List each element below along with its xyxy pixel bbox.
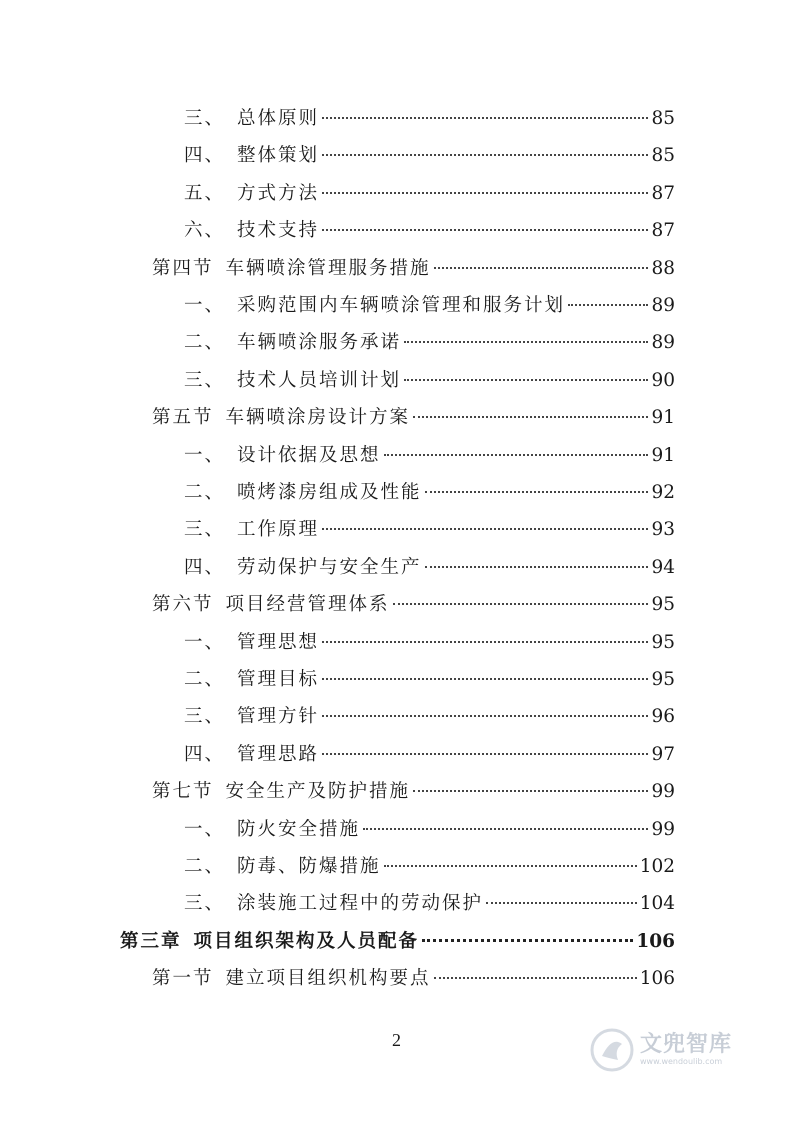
toc-entry[interactable] [184,511,675,548]
toc-entry-page: 89 [651,295,675,316]
toc-entry-title: 总体原则 [237,108,320,129]
toc-entry-page: 102 [639,856,675,877]
toc-entry[interactable] [184,624,675,661]
toc-entry[interactable] [184,698,675,735]
toc-entry-page: 94 [651,556,675,578]
toc-entry[interactable] [184,437,675,474]
toc-entry-number: 二、 [184,332,226,354]
toc-entry-title: 防火安全措施 [237,818,361,840]
toc-entry[interactable] [152,399,675,436]
toc-entry-title: 劳动保护与安全生产 [237,556,422,578]
toc-entry-page: 95 [651,631,675,653]
toc-entry-page: 90 [651,369,675,391]
toc-entry-number: 第六节 [152,594,214,616]
toc-entry[interactable] [184,100,675,137]
toc-entry-page: 97 [651,743,675,765]
toc-dot-leader [413,416,648,418]
toc-entry-title: 设计依据及思想 [237,444,381,466]
toc-entry-page: 87 [651,182,675,204]
toc-dot-leader [413,790,648,792]
toc-dot-leader [322,678,648,680]
toc-dot-leader [404,379,648,381]
toc-entry-number: 三、 [184,706,226,728]
toc-entry-title: 方式方法 [237,182,320,204]
toc-entry-title: 涂装施工过程中的劳动保护 [237,893,484,915]
toc-entry-page: 99 [651,781,675,803]
toc-dot-leader [425,566,649,568]
toc-entry-number: 一、 [184,295,226,316]
toc-entry[interactable] [152,250,675,287]
toc-dot-leader [393,603,649,605]
toc-entry-title: 采购范围内车辆喷涂管理和服务计划 [237,295,566,316]
toc-entry-title: 管理思路 [237,743,320,765]
toc-entry-page: 89 [651,332,675,354]
toc-entry-title: 车辆喷涂管理服务措施 [225,257,431,279]
toc-entry[interactable] [184,736,675,773]
toc-entry-title: 工作原理 [237,519,320,541]
toc-entry[interactable] [184,811,675,848]
toc-entry-number: 第五节 [152,407,214,429]
toc-entry-page: 92 [651,482,675,503]
toc-entry[interactable] [152,586,675,623]
toc-dot-leader [322,715,648,717]
toc-entry-title: 技术支持 [237,220,320,242]
toc-entry-page: 106 [636,930,675,952]
toc-entry[interactable] [184,549,675,586]
toc-entry[interactable] [152,773,675,810]
toc-entry-title: 项目经营管理体系 [225,594,390,616]
toc-dot-leader [322,117,648,119]
toc-entry-page: 91 [651,444,675,466]
toc-entry-page: 95 [651,669,675,690]
toc-entry-title: 车辆喷涂服务承诺 [237,332,402,354]
toc-entry-number: 四、 [184,145,226,167]
toc-entry-number: 四、 [184,556,226,578]
toc-entry[interactable] [120,923,675,960]
toc-entry-title: 管理目标 [237,669,320,690]
toc-entry-title: 管理方针 [237,706,320,728]
toc-entry-page: 85 [651,108,675,129]
toc-entry[interactable] [152,960,675,997]
toc-dot-leader [322,528,648,530]
toc-dot-leader [404,341,648,343]
page-number: 2 [392,1030,401,1050]
toc-entry-title: 车辆喷涂房设计方案 [225,407,411,429]
toc-entry-number: 三、 [184,108,226,129]
toc-entry-page: 104 [639,893,675,915]
toc-entry[interactable] [184,362,675,399]
toc-entry[interactable] [184,885,675,922]
toc-entry-number: 第一节 [152,968,214,990]
toc-entry[interactable] [184,324,675,361]
toc-entry-number: 第三章 [120,930,182,952]
toc-dot-leader [322,154,648,156]
toc-entry-number: 二、 [184,856,226,877]
toc-entry-page: 85 [651,145,675,167]
watermark [590,1020,760,1080]
toc-entry-title: 技术人员培训计划 [237,369,402,391]
toc-entry-title: 喷烤漆房组成及性能 [237,482,422,503]
toc-dot-leader [568,304,648,306]
toc-dot-leader [384,865,637,867]
toc-entry-number: 二、 [184,669,226,690]
toc-entry-title: 安全生产及防护措施 [225,781,411,803]
toc-dot-leader [363,828,648,830]
toc-entry-page: 91 [651,407,675,429]
toc-dot-leader [422,939,633,942]
watermark-brand: 文兜智库 [640,1032,733,1057]
watermark-text [640,1033,732,1067]
toc-entry-number: 第四节 [152,257,214,279]
toc-entry[interactable] [184,212,675,249]
toc-entry-number: 三、 [184,369,226,391]
toc-entry-page: 95 [651,594,675,616]
toc-entry[interactable] [184,287,675,324]
watermark-logo-icon [590,1028,634,1072]
toc-entry-page: 106 [639,968,675,990]
toc-entry-title: 整体策划 [237,145,320,167]
toc-entry-page: 87 [651,220,675,242]
toc-entry-page: 99 [651,818,675,840]
toc-entry-number: 二、 [184,482,226,503]
toc-dot-leader [384,454,649,456]
toc-entry-title: 管理思想 [237,631,320,653]
toc-dot-leader [486,902,637,904]
toc-entry-title: 项目组织架构及人员配备 [193,930,420,952]
toc-dot-leader [434,977,637,979]
toc-dot-leader [322,229,648,231]
toc-dot-leader [434,267,649,269]
toc-dot-leader [322,192,648,194]
toc-entry-number: 第七节 [152,781,214,803]
toc-entry[interactable] [184,848,675,885]
toc-entry-page: 96 [651,706,675,728]
toc-entry[interactable] [184,137,675,174]
toc-entry-title: 防毒、防爆措施 [237,856,381,877]
toc-dot-leader [425,491,649,493]
toc-entry-number: 四、 [184,743,226,765]
toc-entry[interactable] [184,661,675,698]
toc-dot-leader [322,753,648,755]
toc-entry[interactable] [184,474,675,511]
toc-entry-page: 93 [651,519,675,541]
watermark-url: www.wendoulib.com [640,1057,723,1066]
toc-entry-number: 五、 [184,182,226,204]
toc-entry[interactable] [184,175,675,212]
toc-entry-number: 一、 [184,444,226,466]
toc-entry-page: 88 [651,257,675,279]
toc-dot-leader [322,641,648,643]
toc-entry-number: 三、 [184,893,226,915]
toc-entry-title: 建立项目组织机构要点 [225,968,431,990]
toc-entry-number: 三、 [184,519,226,541]
toc-entry-number: 一、 [184,818,226,840]
toc-entry-number: 六、 [184,220,226,242]
toc-entry-number: 一、 [184,631,226,653]
